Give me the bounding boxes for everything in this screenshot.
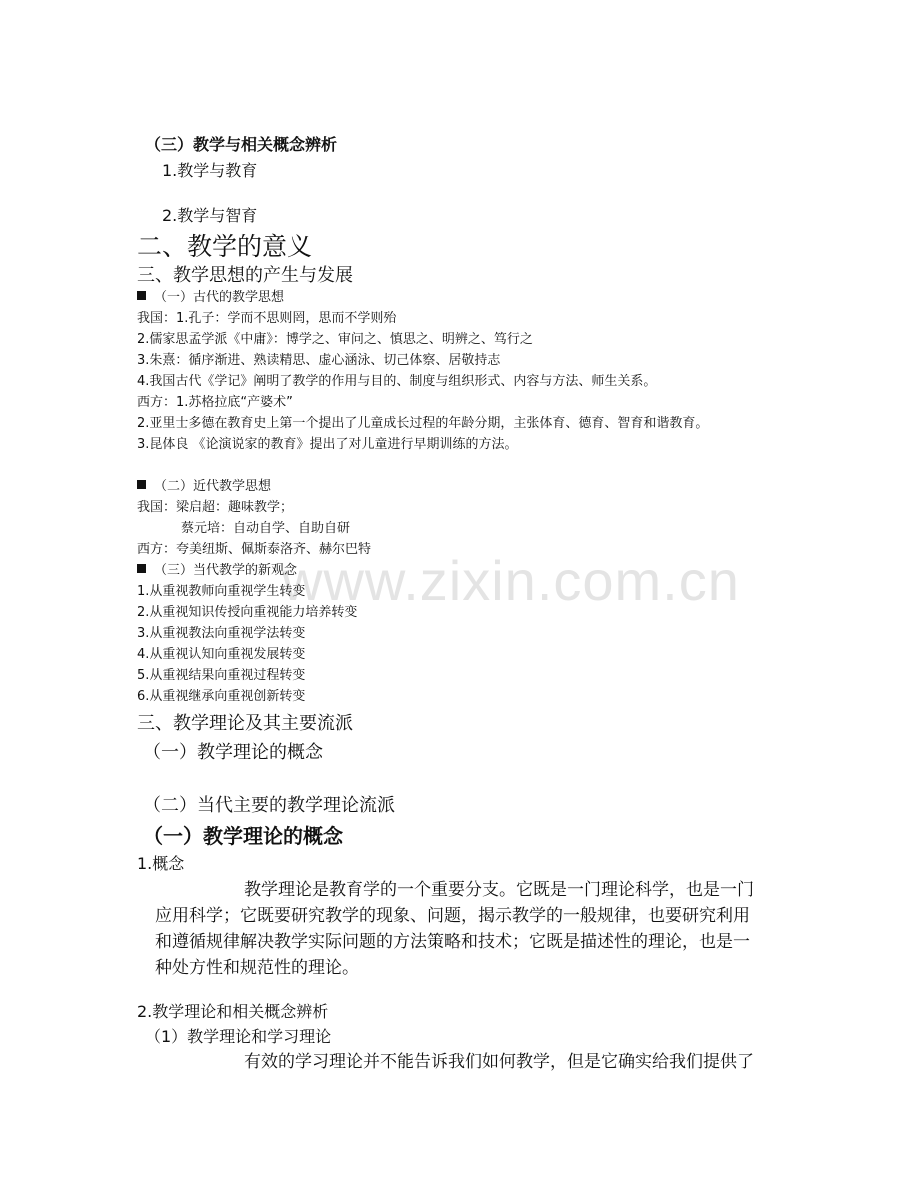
sub-item-teaching-intellect: 2.教学与智育 (162, 206, 258, 225)
watermark: www.zixin.com.cn (282, 549, 740, 612)
section-heading-concept: （一）教学理论的概念 (143, 742, 323, 763)
text-line: 2.亚里士多德在教育史上第一个提出了儿童成长过程的年龄分期，主张体育、德育、智育和谐教育。 (137, 416, 709, 431)
list-item: 1.从重视教师向重视学生转变 (137, 584, 306, 599)
paragraph-line: 和遵循规律解决教学实际问题的方法策略和技术；它既是描述性的理论，也是一 (155, 932, 750, 952)
list-item: 5.从重视结果向重视过程转变 (137, 668, 306, 683)
text-line: 3.昆体良 《论演说家的教育》提出了对儿童进行早期训练的方法。 (137, 437, 518, 452)
square-bullet-icon (137, 291, 146, 300)
text-line: 我国：1.孔子：学而不思则罔，思而不学则殆 (137, 311, 397, 326)
text-line: 西方：夸美纽斯、佩斯泰洛齐、赫尔巴特 (137, 542, 372, 557)
text-line: 我国：梁启超：趣味教学； (137, 500, 294, 515)
text-line: 西方：1.苏格拉底“产婆术” (137, 395, 293, 410)
paragraph-line: 教学理论是教育学的一个重要分支。它既是一门理论科学，也是一门 (244, 880, 754, 900)
bullet-contemporary (137, 563, 297, 579)
bullet-modern (137, 479, 271, 495)
text-line: 2.儒家思孟学派《中庸》：博学之、审问之、慎思之、明辨之、笃行之 (137, 332, 533, 347)
list-item: 3.从重视教法向重视学法转变 (137, 626, 306, 641)
square-bullet-icon (137, 564, 146, 573)
text-line: 3.朱熹：循序渐进、熟读精思、虚心涵泳、切己体察、居敬持志 (137, 353, 501, 368)
list-item: 4.从重视认知向重视发展转变 (137, 647, 306, 662)
bullet-label: （二）近代教学思想 (154, 479, 272, 494)
bullet-label: （三）当代教学的新观念 (154, 563, 298, 578)
chapter-heading-thought: 三、教学思想的产生与发展 (137, 265, 353, 286)
list-item: 2.从重视知识传授向重视能力培养转变 (137, 605, 358, 620)
sub-item-teaching-education: 1.教学与教育 (162, 161, 258, 180)
sub-heading-related: 2.教学理论和相关概念辨析 (137, 1002, 329, 1021)
bullet-label: （一）古代的教学思想 (154, 290, 285, 305)
chapter-heading-significance: 二、教学的意义 (137, 232, 313, 261)
paragraph-line: 种处方性和规范性的理论。 (155, 958, 359, 978)
sub-heading-concept: 1.概念 (137, 854, 185, 873)
bullet-ancient (137, 290, 284, 306)
paragraph-line: 有效的学习理论并不能告诉我们如何教学，但是它确实给我们提供了 (244, 1052, 754, 1072)
list-item: 6.从重视继承向重视创新转变 (137, 689, 306, 704)
paragraph-line: 应用科学；它既要研究教学的现象、问题，揭示教学的一般规律，也要研究利用 (155, 906, 750, 926)
section-heading-concept-bold: （一）教学理论的概念 (143, 824, 343, 848)
sub-heading-learning-theory: （1）教学理论和学习理论 (145, 1027, 332, 1046)
chapter-heading-theory: 三、教学理论及其主要流派 (137, 713, 353, 734)
section-heading-3: （三）教学与相关概念辨析 (145, 135, 338, 154)
text-line: 蔡元培：自动自学、自助自研 (181, 521, 351, 536)
text-line: 4.我国古代《学记》阐明了教学的作用与目的、制度与组织形式、内容与方法、师生关系。 (137, 374, 657, 389)
square-bullet-icon (137, 480, 146, 489)
section-heading-schools: （二）当代主要的教学理论流派 (143, 795, 395, 816)
